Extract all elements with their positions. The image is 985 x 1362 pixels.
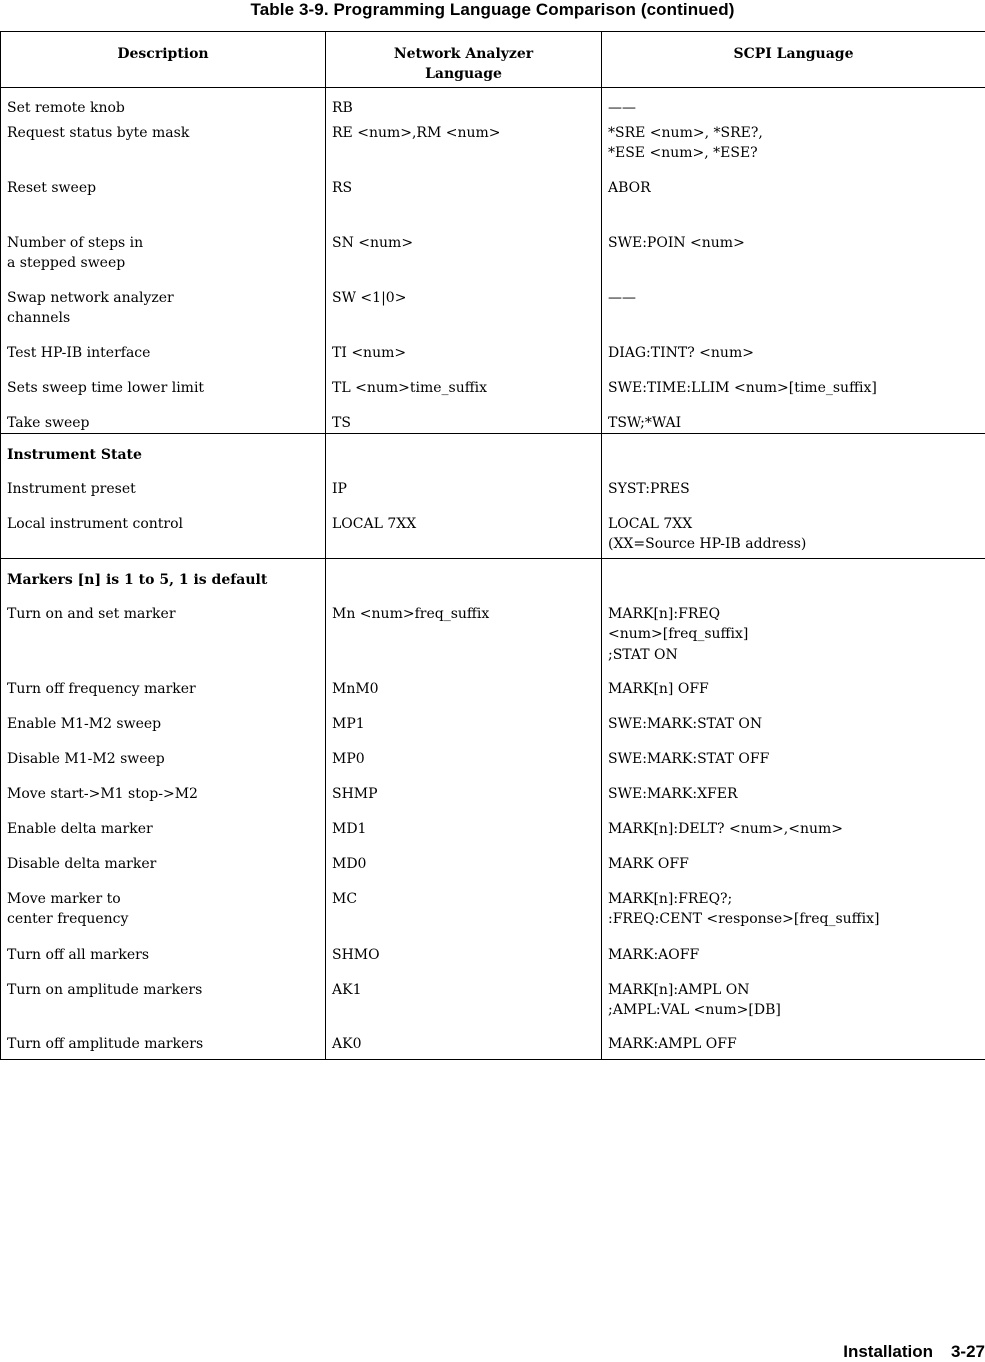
table-row (1, 178, 985, 233)
desc-line: Number of steps in (7, 235, 143, 251)
scpi-line: LOCAL 7XX (608, 516, 692, 532)
scpi-line: MARK[n]:FREQ (608, 606, 720, 622)
desc-cell: Turn off amplitude markers (1, 1034, 326, 1060)
scpi-line: *ESE <num>, *ESE? (608, 145, 758, 161)
scpi-cell (602, 889, 985, 945)
desc-line: Move marker to (7, 891, 121, 907)
na-cell: LOCAL 7XX (326, 514, 602, 559)
table-row (1, 479, 985, 514)
table-row (1, 233, 985, 288)
desc-cell: Sets sweep time lower limit (1, 378, 326, 413)
na-cell: MC (326, 889, 602, 945)
table-row (1, 889, 985, 945)
scpi-cell: SWE:MARK:XFER (602, 784, 985, 819)
scpi-cell: —— (602, 88, 985, 123)
table-header-row (1, 32, 985, 88)
desc-line: center frequency (7, 911, 128, 927)
table-row (1, 559, 985, 604)
na-cell: Mn <num>freq_suffix (326, 604, 602, 679)
desc-cell: Disable delta marker (1, 854, 326, 889)
scpi-cell (602, 123, 985, 178)
na-cell: RS (326, 178, 602, 233)
table-row (1, 123, 985, 178)
na-cell: RB (326, 88, 602, 123)
na-cell: AK1 (326, 980, 602, 1034)
na-cell: MD0 (326, 854, 602, 889)
scpi-cell: MARK[n] OFF (602, 679, 985, 714)
desc-cell: Take sweep (1, 413, 326, 434)
desc-cell: Set remote knob (1, 88, 326, 123)
na-cell: SHMO (326, 945, 602, 980)
empty-cell (602, 559, 985, 604)
na-cell: AK0 (326, 1034, 602, 1060)
empty-cell (326, 434, 602, 479)
desc-cell: Disable M1-M2 sweep (1, 749, 326, 784)
na-cell: MP1 (326, 714, 602, 749)
na-cell: TI <num> (326, 343, 602, 378)
scpi-line: ;AMPL:VAL <num>[DB] (608, 1002, 781, 1018)
empty-cell (326, 559, 602, 604)
scpi-line: (XX=Source HP-IB address) (608, 536, 806, 552)
scpi-cell: TSW;*WAI (602, 413, 985, 434)
scpi-cell: SWE:POIN <num> (602, 233, 985, 288)
scpi-line: MARK[n]:AMPL ON (608, 982, 749, 998)
scpi-cell: MARK:AMPL OFF (602, 1034, 985, 1060)
desc-line: Swap network analyzer (7, 290, 174, 306)
na-cell: MD1 (326, 819, 602, 854)
table-row (1, 88, 985, 123)
table-row (1, 413, 985, 434)
table-row (1, 784, 985, 819)
table-row (1, 679, 985, 714)
table-row (1, 749, 985, 784)
footer-page-number: 3-27 (951, 1342, 985, 1361)
desc-line: channels (7, 310, 70, 326)
scpi-line: *SRE <num>, *SRE?, (608, 125, 763, 141)
scpi-cell: SWE:TIME:LLIM <num>[time_suffix] (602, 378, 985, 413)
na-cell: MP0 (326, 749, 602, 784)
scpi-cell: SWE:MARK:STAT ON (602, 714, 985, 749)
table-row (1, 819, 985, 854)
desc-cell: Test HP-IB interface (1, 343, 326, 378)
desc-cell: Enable M1-M2 sweep (1, 714, 326, 749)
section-heading-markers: Markers [n] is 1 to 5, 1 is default (1, 559, 326, 604)
table-row (1, 854, 985, 889)
desc-cell: Turn off all markers (1, 945, 326, 980)
na-cell: TL <num>time_suffix (326, 378, 602, 413)
table-row (1, 434, 985, 479)
table-row (1, 980, 985, 1034)
scpi-cell: MARK:AOFF (602, 945, 985, 980)
footer-section: Installation (843, 1342, 933, 1361)
empty-cell (602, 434, 985, 479)
desc-cell: Turn on amplitude markers (1, 980, 326, 1034)
table-title: Table 3-9. Programming Language Comparison (continued) (0, 0, 985, 20)
table-row (1, 288, 985, 343)
programming-language-comparison-table (0, 31, 985, 1060)
na-cell: IP (326, 479, 602, 514)
table-row (1, 945, 985, 980)
scpi-line: <num>[freq_suffix] (608, 626, 748, 642)
desc-cell: Enable delta marker (1, 819, 326, 854)
scpi-cell: SYST:PRES (602, 479, 985, 514)
desc-cell: Turn off frequency marker (1, 679, 326, 714)
na-cell: TS (326, 413, 602, 434)
na-cell: SHMP (326, 784, 602, 819)
table-row (1, 714, 985, 749)
na-cell: RE <num>,RM <num> (326, 123, 602, 178)
scpi-line: ;STAT ON (608, 647, 678, 663)
desc-cell: Reset sweep (1, 178, 326, 233)
header-na-line2: Language (425, 66, 502, 82)
table-row (1, 604, 985, 679)
desc-line: a stepped sweep (7, 255, 125, 271)
scpi-cell (602, 514, 985, 559)
scpi-cell: DIAG:TINT? <num> (602, 343, 985, 378)
desc-cell: Local instrument control (1, 514, 326, 559)
header-description: Description (1, 32, 326, 88)
scpi-cell: ABOR (602, 178, 985, 233)
table-row (1, 1034, 985, 1060)
scpi-line: MARK[n]:FREQ?; (608, 891, 732, 907)
desc-cell (1, 233, 326, 288)
desc-cell: Request status byte mask (1, 123, 326, 178)
na-cell: MnM0 (326, 679, 602, 714)
header-na-line1: Network Analyzer (394, 46, 533, 62)
desc-cell: Instrument preset (1, 479, 326, 514)
scpi-cell (602, 980, 985, 1034)
desc-cell: Turn on and set marker (1, 604, 326, 679)
table-row (1, 378, 985, 413)
header-network-analyzer (326, 32, 602, 88)
section-heading-instrument-state: Instrument State (1, 434, 326, 479)
desc-cell (1, 889, 326, 945)
scpi-cell (602, 604, 985, 679)
scpi-line: :FREQ:CENT <response>[freq_suffix] (608, 911, 879, 927)
header-scpi: SCPI Language (602, 32, 985, 88)
scpi-cell: —— (602, 288, 985, 343)
scpi-cell: MARK[n]:DELT? <num>,<num> (602, 819, 985, 854)
table-row (1, 514, 985, 559)
na-cell: SN <num> (326, 233, 602, 288)
scpi-cell: MARK OFF (602, 854, 985, 889)
table-row (1, 343, 985, 378)
scpi-cell: SWE:MARK:STAT OFF (602, 749, 985, 784)
desc-cell: Move start->M1 stop->M2 (1, 784, 326, 819)
na-cell: SW <1|0> (326, 288, 602, 343)
desc-cell (1, 288, 326, 343)
page-footer (843, 1342, 985, 1362)
